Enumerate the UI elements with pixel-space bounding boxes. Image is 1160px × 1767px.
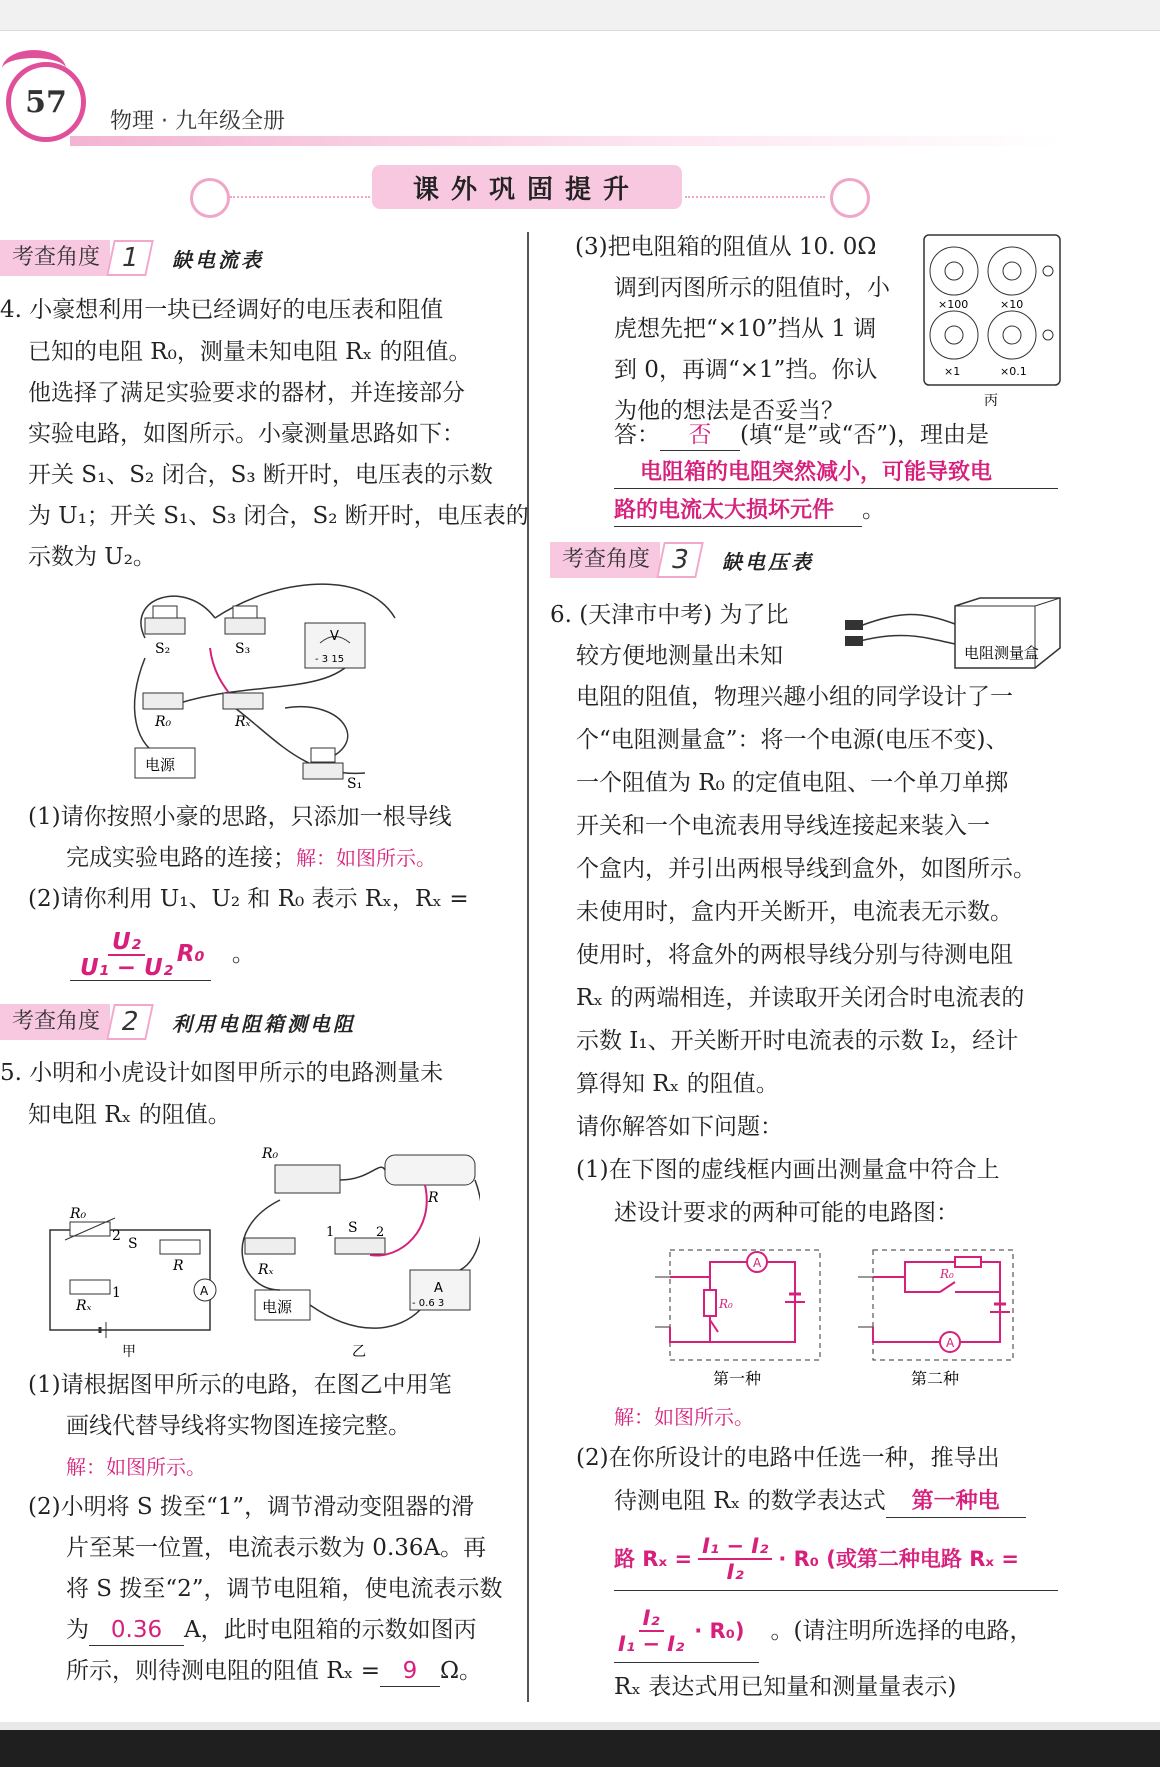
label-r-jia: R bbox=[173, 1258, 184, 1274]
label-rx: Rₓ bbox=[235, 714, 251, 730]
q6-line: 算得知 Rₓ 的阻值。 bbox=[576, 1071, 779, 1097]
q5-part2-suffix: A，此时电阻箱的示数如图丙 bbox=[184, 1617, 477, 1643]
caption-yi: 乙 bbox=[352, 1344, 366, 1360]
q4-line: 已知的电阻 R₀，测量未知电阻 Rₓ 的阻值。 bbox=[28, 339, 472, 365]
caption-jia: 甲 bbox=[122, 1344, 136, 1360]
label-x10: ×10 bbox=[1000, 298, 1024, 311]
q6-line: 6. (天津市中考) 为了比 bbox=[550, 602, 789, 628]
tag-number: 1 bbox=[106, 240, 154, 276]
q4-part2-answer bbox=[70, 930, 255, 981]
q6-part1-line: 述设计要求的两种可能的电路图： bbox=[614, 1200, 959, 1226]
fraction-denominator: U₁ − U₂ bbox=[80, 955, 173, 981]
q4-line: 4. 小豪想利用一块已经调好的电压表和阻值 bbox=[0, 297, 444, 323]
q5-part3-line: 调到丙图所示的阻值时，小 bbox=[614, 275, 890, 301]
formula-suffix: · R₀) bbox=[694, 1618, 745, 1643]
q5-line: 知电阻 Rₓ 的阻值。 bbox=[28, 1102, 231, 1128]
label-rx-yi: Rₓ bbox=[258, 1262, 274, 1278]
caption-bing: 丙 bbox=[984, 393, 998, 409]
label-x01: ×0.1 bbox=[1000, 365, 1027, 378]
label-ammeter-scale: - 0.6 3 bbox=[412, 1298, 445, 1309]
q6-line: 个“电阻测量盒”：将一个电源(电压不变)、 bbox=[576, 727, 1009, 753]
label-measure-box: 电阻测量盒 bbox=[964, 644, 1040, 662]
label-1-yi: 1 bbox=[326, 1225, 335, 1240]
section-tag-1 bbox=[0, 240, 264, 276]
label-r0-jia: R₀ bbox=[70, 1206, 87, 1222]
q6-part1-answer: 解：如图所示。 bbox=[614, 1405, 754, 1429]
q4-line: 他选择了满足实验要求的器材，并连接部分 bbox=[28, 380, 465, 406]
tag-label: 考查角度 bbox=[0, 240, 110, 276]
q6-part2-note: 。(请注明所选择的电路， bbox=[770, 1618, 1033, 1644]
caption-second: 第二种 bbox=[911, 1369, 960, 1388]
fraction-denominator: I₁ − I₂ bbox=[618, 1631, 685, 1656]
tag-kind: 利用电阻箱测电阻 bbox=[172, 1011, 357, 1036]
banner-title: 课外巩固提升 bbox=[412, 174, 641, 205]
fraction-factor: R₀ bbox=[176, 941, 205, 967]
section-banner bbox=[372, 165, 682, 209]
banner-right-ornament bbox=[830, 178, 870, 218]
q4-part2-line: (2)请你利用 U₁、U₂ 和 R₀ 表示 Rₓ，Rₓ = bbox=[28, 886, 469, 912]
label-s3: S₃ bbox=[235, 641, 251, 657]
label-r0: R₀ bbox=[155, 714, 172, 730]
q5-part3-line: 虎想先把“×10”挡从 1 调 bbox=[614, 316, 877, 342]
book-title: 物理 · 九年级全册 bbox=[110, 109, 285, 134]
resistance-box-figure bbox=[922, 233, 1062, 411]
label-x100: ×100 bbox=[938, 298, 969, 311]
label-r-yi: R bbox=[428, 1190, 439, 1206]
q4-line: 实验电路，如图所示。小豪测量思路如下： bbox=[28, 421, 465, 447]
page-number: 57 bbox=[6, 62, 86, 142]
tag-label: 考查角度 bbox=[550, 542, 660, 578]
q5-part3-reason bbox=[614, 458, 1058, 489]
q5-part3-line: 到 0，再调“×1”挡。你认 bbox=[614, 357, 878, 383]
fraction-numerator: I₂ bbox=[639, 1606, 664, 1632]
label-r0-first: R₀ bbox=[719, 1297, 733, 1311]
label-a-jia: A bbox=[200, 1284, 209, 1298]
tag-label: 考查角度 bbox=[0, 1004, 110, 1040]
q4-part2-end: 。 bbox=[231, 941, 255, 967]
q6-formula-line1 bbox=[614, 1528, 1058, 1591]
q6-part2-answer-start: 第一种电 bbox=[886, 1487, 1026, 1518]
label-r0-yi: R₀ bbox=[262, 1146, 279, 1162]
label-1-jia: 1 bbox=[112, 1285, 121, 1301]
label-s-yi: S bbox=[348, 1220, 358, 1236]
label-s-jia: S bbox=[128, 1236, 138, 1252]
q6-line: 较方便地测量出未知 bbox=[576, 643, 783, 669]
q6-part2-line: Rₓ 表达式用已知量和测量量表示) bbox=[614, 1674, 957, 1700]
q4-part1-line: (1)请你按照小豪的思路，只添加一根导线 bbox=[28, 804, 452, 830]
q4-circuit-figure bbox=[125, 578, 425, 793]
fraction-numerator: U₂ bbox=[108, 930, 145, 956]
banner-right-dots bbox=[685, 196, 825, 198]
tag-number: 2 bbox=[106, 1004, 154, 1040]
label-s2: S₂ bbox=[155, 641, 171, 657]
label-2-yi: 2 bbox=[376, 1225, 385, 1240]
section-tag-2 bbox=[0, 1004, 356, 1040]
q5-part2-line: (2)小明将 S 拨至“1”，调节滑动变阻器的滑 bbox=[28, 1494, 475, 1520]
tag-kind: 缺电流表 bbox=[172, 247, 265, 272]
q5-part1-answer: 解：如图所示。 bbox=[66, 1455, 206, 1479]
q6-line: 开关和一个电流表用导线连接起来装入一 bbox=[576, 813, 990, 839]
q6-circuit-designs bbox=[655, 1242, 1025, 1392]
q5-part2-prefix: 所示，则待测电阻的阻值 Rₓ = bbox=[66, 1658, 380, 1684]
q6-part2-line: (2)在你所设计的电路中任选一种，推导出 bbox=[576, 1445, 1000, 1471]
formula-second bbox=[614, 1600, 759, 1663]
tag-number: 3 bbox=[656, 542, 704, 578]
q6-line: 示数 I₁、开关断开时电流表的示数 I₂，经计 bbox=[576, 1028, 1019, 1054]
q5-part3-answer: 否 bbox=[660, 420, 740, 451]
q4-part1-answer: 解：如图所示。 bbox=[296, 846, 436, 870]
label-ammeter-yi: A bbox=[434, 1281, 443, 1296]
measure-box-figure bbox=[840, 596, 1062, 676]
q5-answer-current: 0.36 bbox=[89, 1615, 184, 1646]
formula-fraction-2 bbox=[614, 1606, 688, 1656]
formula-suffix: · R₀ (或第二种电路 Rₓ = bbox=[778, 1547, 1019, 1571]
q5-part2-prefix: 为 bbox=[66, 1617, 89, 1643]
fraction-denominator: I₂ bbox=[726, 1560, 744, 1584]
tag-kind: 缺电压表 bbox=[722, 549, 815, 574]
q5-answer-rx: 9 bbox=[380, 1656, 440, 1687]
q6-line: 使用时，将盒外的两根导线分别与待测电阻 bbox=[576, 942, 1013, 968]
q6-line: 一个阻值为 R₀ 的定值电阻、一个单刀单掷 bbox=[576, 770, 1009, 796]
column-divider bbox=[527, 232, 529, 1702]
viewer-top-bar bbox=[0, 0, 1160, 31]
q4-line: 开关 S₁、S₂ 闭合，S₃ 断开时，电压表的示数 bbox=[28, 462, 493, 488]
label-a-first: A bbox=[753, 1256, 762, 1270]
label-x1: ×1 bbox=[944, 365, 961, 378]
header-rule bbox=[70, 136, 1060, 146]
q5-part2-line: 片至某一位置，电流表示数为 0.36A。再 bbox=[66, 1535, 487, 1561]
label-rx-jia: Rₓ bbox=[76, 1298, 92, 1314]
q6-line: 个盒内，并引出两根导线到盒外，如图所示。 bbox=[576, 856, 1036, 882]
label-2-jia: 2 bbox=[112, 1228, 121, 1244]
q5-part3-line: (3)把电阻箱的阻值从 10. 0Ω bbox=[575, 234, 877, 260]
q4-part1-line: 完成实验电路的连接； bbox=[66, 845, 296, 871]
q5-part3-answer-prefix: 答： bbox=[614, 422, 660, 448]
q6-line: 电阻的阻值，物理兴趣小组的同学设计了一 bbox=[576, 684, 1013, 710]
q6-line: Rₓ 的两端相连，并读取开关闭合时电流表的 bbox=[576, 985, 1025, 1011]
banner-left-dots bbox=[230, 196, 370, 198]
fraction-numerator: I₁ − I₂ bbox=[698, 1534, 772, 1560]
label-voltmeter: V bbox=[330, 629, 339, 644]
q5-part1-line: (1)请根据图甲所示的电路，在图乙中用笔 bbox=[28, 1372, 452, 1398]
label-voltmeter-scale: - 3 15 bbox=[315, 654, 345, 665]
banner-left-ornament bbox=[190, 178, 230, 218]
label-power: 电源 bbox=[145, 756, 176, 774]
q5-part2-line: 将 S 拨至“2”，调节电阻箱，使电流表示数 bbox=[66, 1576, 503, 1602]
formula-prefix: 路 Rₓ = bbox=[614, 1547, 693, 1571]
q5-part3-answer-mid: (填“是”或“否”)，理由是 bbox=[740, 422, 989, 448]
q4-fraction bbox=[76, 930, 177, 980]
q5-part3-reason-line: 电阻箱的电阻突然减小，可能导致电 bbox=[640, 460, 993, 485]
q4-line: 示数为 U₂。 bbox=[28, 544, 156, 570]
q6-part1-line: (1)在下图的虚线框内画出测量盒中符合上 bbox=[576, 1157, 1000, 1183]
label-a-second: A bbox=[946, 1336, 955, 1350]
q5-part1-line: 画线代替导线将实物图连接完整。 bbox=[66, 1413, 411, 1439]
q6-line: 未使用时，盒内开关断开，电流表无示数。 bbox=[576, 899, 1013, 925]
label-power-yi: 电源 bbox=[262, 1298, 293, 1316]
q6-formula-line2 bbox=[614, 1600, 1033, 1662]
label-r0-second: R₀ bbox=[940, 1267, 954, 1281]
label-s1: S₁ bbox=[347, 776, 363, 792]
q6-part2-prefix: 待测电阻 Rₓ 的数学表达式 bbox=[614, 1488, 886, 1514]
q5-line: 5. 小明和小虎设计如图甲所示的电路测量未 bbox=[0, 1060, 444, 1086]
q5-part3-line: 为他的想法是否妥当？ bbox=[614, 398, 844, 424]
q5-part3-reason-line: 路的电流太大损坏元件 bbox=[614, 496, 862, 527]
q5-part2-suffix: Ω。 bbox=[439, 1658, 483, 1684]
q5-part3-end: 。 bbox=[862, 497, 886, 523]
q4-line: 为 U₁；开关 S₁、S₃ 闭合，S₂ 断开时，电压表的 bbox=[28, 503, 529, 529]
bottom-bar-strip bbox=[0, 1722, 1160, 1730]
q6-line: 请你解答如下问题： bbox=[576, 1114, 783, 1140]
q5-circuit-figures bbox=[40, 1140, 480, 1360]
caption-first: 第一种 bbox=[713, 1369, 762, 1388]
section-tag-3 bbox=[550, 542, 814, 578]
viewer-bottom-bar bbox=[0, 1722, 1160, 1767]
formula-fraction-1 bbox=[698, 1534, 772, 1584]
